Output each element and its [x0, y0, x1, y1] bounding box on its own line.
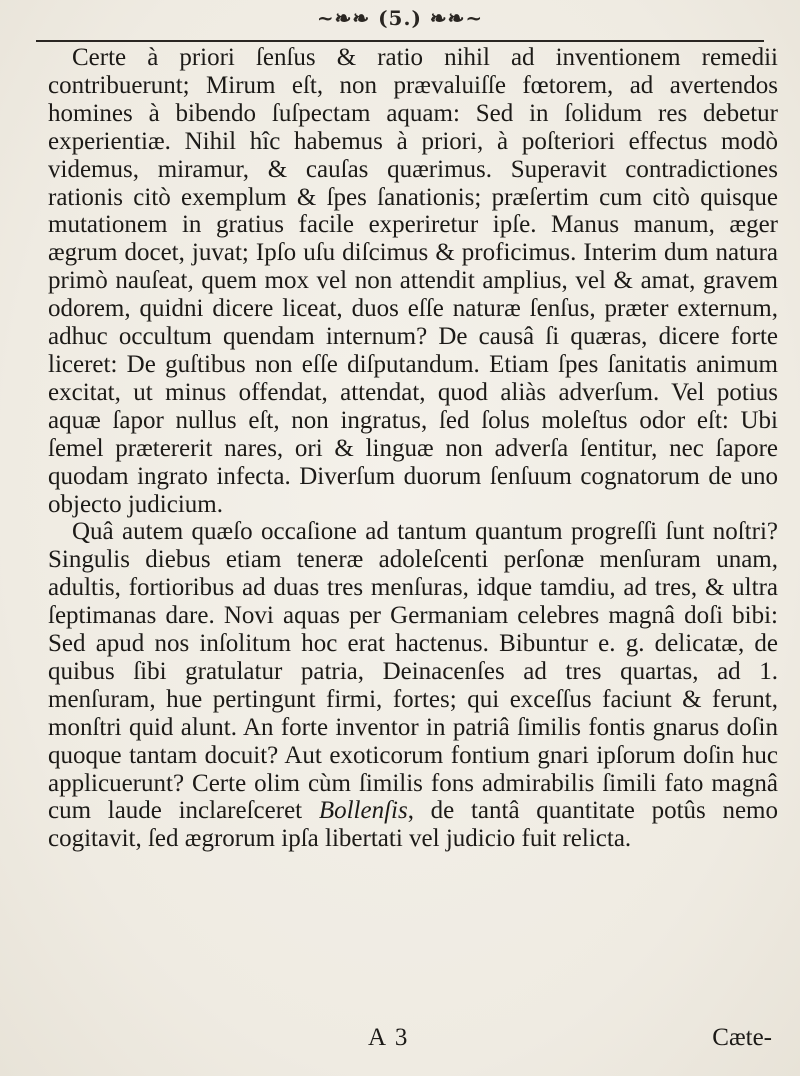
- catchword: Cæte-: [712, 1024, 772, 1051]
- signature-mark: A 3: [368, 1024, 410, 1051]
- paragraph-2-ending: , de tantâ quantitate potûs nemo cogitavit, ſed ægrorum ipſa libertati vel judicio fuit relicta.: [48, 797, 778, 853]
- paragraph-2: [48, 518, 778, 853]
- paragraph-1: Certe à priori ſenſus & ratio nihil ad inventionem remedii contribuerunt; Mirum eſt, non prævaluiſſe fœtorem, ad avertendos homines à bibendo ſuſpectam aquam: Sed in ſolidum res debetur experientiæ. Nihil hîc habemus à priori, à poſteriori effectus modò videmus, miramur, & cauſas quærimus. Superavit contradictiones rationis citò exemplum & ſpes ſanationis; præſertim cum citò quisque mutationem in gratius facile experiretur ipſe. Manus manum, æger ægrum docet, juvat; Ipſo uſu diſcimus & proficimus. Interim dum natura primò nauſeat, quem mox vel non attendit amplius, vel & amat, gravem odorem, quidni dicere liceat, duos eſſe naturæ ſenſus, præter externum, adhuc occultum quendam internum? De causâ ſi quæras, dicere forte liceret: De guſtibus non eſſe diſputandum. Etiam ſpes ſanitatis animum excitat, ut minus offendat, attendat, quod aliàs adverſum. Vel potius aquæ ſapor nullus eſt, non ingratus, ſed ſolus moleſtus odor eſt: Ubi ſemel prætererit nares, ori & linguæ non adverſa ſentitur, nec ſapore quodam ingrato infecta. Diverſum duorum ſenſuum cognatorum de uno objecto judicium.: [48, 44, 778, 518]
- page-body: [48, 44, 778, 853]
- page-footer: [0, 1024, 800, 1064]
- header-rule: [36, 40, 764, 42]
- paragraph-2-text: Quâ autem quæſo occaſione ad tantum quantum progreſſi ſunt noſtri? Singulis diebus etiam teneræ adoleſcenti perſonæ menſuram unam, adultis, fortioribus ad duas tres menſuras, idque tamdiu, ad tres, & ultra ſeptimanas dare. Novi aquas per Germaniam celebres magnâ doſi bibi: Sed apud nos inſolitum hoc erat hactenus. Bibuntur e. g. delicatæ, de quibus ſibi gratulatur patria, Deinacenſes ad tres quartas, ad 1. menſuram, hue pertingunt firmi, fortes; qui exceſſus faciunt & ferunt, monſtri quid alunt. An forte inventor in patriâ ſimilis fontis gnarus doſin quoque tantam docuit? Aut exoticorum fontium gnari ipſorum doſin huc applicuerunt? Certe olim cùm ſimilis fons admirabilis ſimili fato magnâ cum laude inclareſceret: [48, 518, 778, 825]
- italic-term: Bollenſis: [318, 797, 408, 825]
- page-number-header: ~❧❧ (5.) ❧❧~: [316, 6, 484, 30]
